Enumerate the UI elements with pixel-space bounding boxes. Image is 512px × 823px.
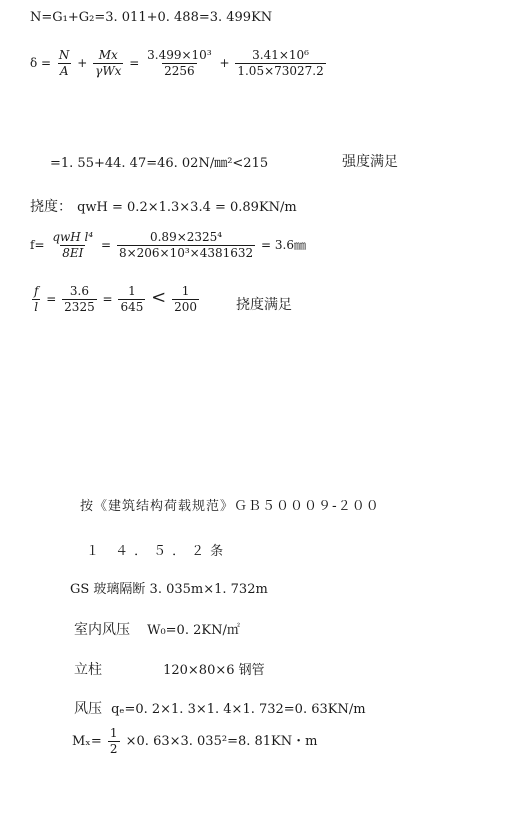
indoor-wind-label: 室内风压 (74, 622, 130, 638)
fraction-1-over-200: $\frac{1}{200}$ (174, 284, 197, 314)
indoor-wind-value: W₀=0. 2KN/㎡ (147, 623, 240, 638)
post-value: 120×80×6 钢管 (163, 663, 265, 678)
fraction-axial-value: $\frac{\text{3.499×10³}}{2256}$ (147, 48, 212, 78)
fraction-3.6-over-2325: $\frac{3.6}{2325}$ (64, 284, 95, 314)
deflection-load-line (30, 196, 297, 216)
stress-formula: δ = $\frac{N}{A}$ + $\frac{Mx}{\text{γWx}}$ = $\frac{\text{3.499×10³}}{2256}$ + $\frac{\text{3.41×10⁶}}{1.05\times 73027.2}$ (30, 48, 324, 78)
fraction-q-l4-over-8ei: $\frac{\text{qwH l⁴}}{8EI}$ (52, 230, 94, 260)
wind-pressure-label: 风压 (74, 701, 102, 717)
deflection-ratio: $\frac{f}{l}$ = $\frac{3.6}{2325}$ = $\frac{1}{645}$ < $\frac{1}{200}$ (34, 284, 197, 314)
fraction-1-over-645: $\frac{1}{645}$ (120, 284, 144, 314)
fraction-m-over-w: $\frac{Mx}{\text{γWx}}$ (95, 48, 122, 78)
glass-partition-line: GS 玻璃隔断 3. 035m×1. 732m (70, 582, 268, 597)
fraction-n-over-a: $\frac{N}{A}$ (58, 48, 70, 78)
wind-pressure-value: qₑ=0. 2×1. 3×1. 4×1. 732=0. 63KN/m (111, 702, 366, 717)
moment-line: Mₓ= $\frac{1}{2}$ ×0. 63×3. 035²=8. 81KN・m (72, 726, 318, 756)
post-label: 立柱 (74, 662, 102, 678)
post-line (74, 659, 265, 679)
deflection-ok-label: 挠度满足 (236, 297, 292, 313)
fraction-moment-value: $\frac{\text{3.41×10⁶}}{1.05\times 73027.2}$ (237, 48, 324, 78)
strength-ok-label: 强度满足 (342, 154, 398, 170)
fraction-one-half: $\frac{1}{2}$ (109, 726, 118, 756)
stress-result: =1. 55+44. 47=46. 02N/㎜²<215 (50, 156, 269, 171)
axial-force-line: N=G₁+G₂=3. 011+0. 488=3. 499KN (30, 10, 273, 25)
code-clause-line: １ ４．５．２条 (86, 544, 230, 559)
indoor-wind-line (74, 619, 240, 639)
delta-lhs: δ = (30, 56, 52, 70)
wind-pressure-line (74, 698, 366, 718)
deflection-label: 挠度： (30, 199, 72, 215)
code-reference-line: 按《建筑结构荷载规范》ＧＢ５０００９-２００ (80, 499, 380, 514)
fraction-f-over-l: $\frac{f}{l}$ (34, 284, 39, 314)
deflection-load-expr: qwH = 0.2×1.3×3.4 = 0.89KN/m (77, 200, 297, 215)
deflection-formula: f= $\frac{\text{qwH l⁴}}{8EI}$ = $\frac{\text{0.89×2325⁴}}{\text{8×206×10³×4381632}}$ = 3.6㎜ (30, 230, 306, 260)
fraction-deflection-value: $\frac{\text{0.89×2325⁴}}{\text{8×206×10³×4381632}}$ (118, 230, 254, 260)
